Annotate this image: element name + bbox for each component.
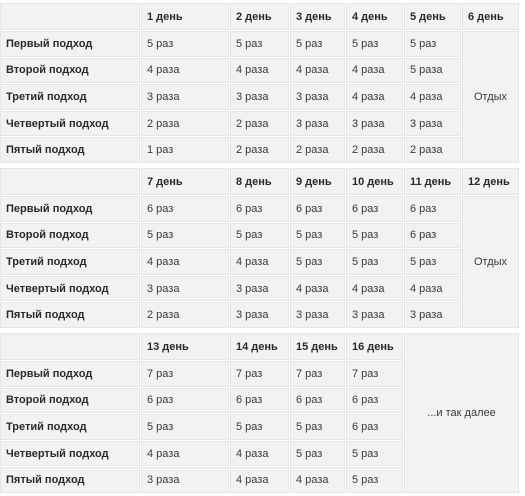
rep-count <box>230 196 289 222</box>
rep-count <box>404 196 461 222</box>
rep-count-text: 1 раз <box>147 144 174 157</box>
rep-count-text: 4 раза <box>147 447 180 460</box>
set-label <box>0 137 140 163</box>
day-header <box>230 168 289 195</box>
rep-count <box>290 361 345 387</box>
rep-count <box>404 249 461 275</box>
rep-count-text: 4 раза <box>352 282 385 295</box>
rep-count <box>290 276 345 302</box>
rep-count <box>230 58 289 84</box>
rep-count-text: 6 раз <box>236 394 263 407</box>
rep-count-text: 3 раза <box>147 282 180 295</box>
set-label-text: Третий подход <box>6 420 87 433</box>
rep-count-text: 6 раз <box>296 394 323 407</box>
set-label <box>0 361 140 387</box>
rep-count <box>404 223 461 249</box>
day-header <box>404 3 461 30</box>
rep-count <box>141 441 229 467</box>
rep-count-text: 5 раз <box>352 229 379 242</box>
rest-cell-text: Отдых <box>473 91 508 103</box>
day-header-text: 15 день <box>296 340 338 353</box>
rest-cell-text: Отдых <box>473 256 508 268</box>
set-label-text: Второй подход <box>6 229 89 242</box>
rep-count <box>141 58 229 84</box>
rep-count-text: 2 раза <box>410 144 443 157</box>
rep-count <box>290 84 345 110</box>
rep-count-text: 3 раза <box>410 309 443 322</box>
rep-count-text: 7 раз <box>352 367 379 380</box>
rep-count-text: 3 раза <box>410 117 443 130</box>
rep-count-text: 4 раза <box>352 90 385 103</box>
rep-count-text: 6 раз <box>410 202 437 215</box>
rep-count-text: 5 раз <box>147 420 174 433</box>
day-header <box>346 333 403 360</box>
rest-day-header-text: 12 день <box>468 175 510 188</box>
rep-count <box>230 361 289 387</box>
rep-count-text: 6 раз <box>147 202 174 215</box>
table-corner <box>0 333 140 360</box>
continuation-note-text: ...и так далее <box>427 407 496 419</box>
day-header-text: 13 день <box>147 340 189 353</box>
rep-count <box>230 302 289 328</box>
table-corner <box>0 3 140 30</box>
day-header <box>230 333 289 360</box>
rep-count <box>230 84 289 110</box>
rep-count <box>141 84 229 110</box>
rep-count <box>346 276 403 302</box>
rep-count <box>404 137 461 163</box>
rep-count <box>141 137 229 163</box>
rep-count-text: 5 раз <box>236 229 263 242</box>
day-header-text: 10 день <box>352 175 394 188</box>
rep-count <box>141 196 229 222</box>
rep-count-text: 2 раза <box>147 117 180 130</box>
set-label-text: Третий подход <box>6 255 87 268</box>
rep-count <box>404 58 461 84</box>
day-header-text: 4 день <box>352 10 388 23</box>
rest-day-header <box>462 168 519 195</box>
rep-count <box>230 111 289 137</box>
rep-count <box>290 302 345 328</box>
day-header <box>141 168 229 195</box>
rep-count-text: 4 раза <box>410 90 443 103</box>
rep-count <box>346 441 403 467</box>
rep-count-text: 6 раз <box>147 394 174 407</box>
rep-count <box>290 137 345 163</box>
day-header-text: 11 день <box>410 175 452 188</box>
rep-count-text: 4 раза <box>147 255 180 268</box>
rep-count <box>346 58 403 84</box>
rep-count <box>141 111 229 137</box>
rest-cell <box>462 196 519 328</box>
set-label <box>0 388 140 414</box>
rep-count <box>404 276 461 302</box>
rep-count-text: 4 раза <box>236 447 269 460</box>
rep-count <box>230 441 289 467</box>
set-label <box>0 414 140 440</box>
rep-count <box>346 388 403 414</box>
set-label-text: Первый подход <box>6 202 93 215</box>
rep-count-text: 3 раза <box>352 117 385 130</box>
rep-count <box>404 111 461 137</box>
rep-count <box>290 223 345 249</box>
set-label <box>0 196 140 222</box>
set-label <box>0 441 140 467</box>
rep-count <box>230 467 289 493</box>
set-label <box>0 223 140 249</box>
day-header <box>141 3 229 30</box>
rep-count-text: 2 раза <box>147 309 180 322</box>
rep-count-text: 5 раз <box>296 229 323 242</box>
rep-count-text: 5 раз <box>352 447 379 460</box>
day-header-text: 7 день <box>147 175 183 188</box>
rep-count <box>230 137 289 163</box>
day-header-text: 14 день <box>236 340 278 353</box>
rep-count <box>290 249 345 275</box>
rep-count-text: 6 раз <box>296 202 323 215</box>
rep-count-text: 5 раз <box>296 37 323 50</box>
rep-count-text: 5 раз <box>352 255 379 268</box>
rep-count-text: 7 раз <box>147 367 174 380</box>
rep-count-text: 3 раза <box>296 90 329 103</box>
rep-count <box>230 223 289 249</box>
set-label <box>0 58 140 84</box>
set-label <box>0 276 140 302</box>
rep-count <box>290 467 345 493</box>
rep-count-text: 2 раза <box>352 144 385 157</box>
rep-count-text: 5 раз <box>296 447 323 460</box>
continuation-note <box>404 333 519 493</box>
set-label-text: Четвертый подход <box>6 447 109 460</box>
rep-count <box>290 58 345 84</box>
rep-count-text: 4 раза <box>410 282 443 295</box>
rep-count-text: 2 раза <box>236 144 269 157</box>
set-label-text: Второй подход <box>6 394 89 407</box>
day-header-text: 3 день <box>296 10 332 23</box>
set-label-text: Второй подход <box>6 64 89 77</box>
rep-count-text: 5 раз <box>410 37 437 50</box>
rep-count <box>346 361 403 387</box>
rep-count-text: 6 раз <box>352 202 379 215</box>
rep-count <box>230 31 289 57</box>
rep-count <box>141 414 229 440</box>
rep-count-text: 5 раз <box>410 255 437 268</box>
rep-count-text: 4 раза <box>236 255 269 268</box>
set-label <box>0 302 140 328</box>
set-label-text: Четвертый подход <box>6 282 109 295</box>
rep-count <box>404 84 461 110</box>
day-header <box>346 3 403 30</box>
rep-count-text: 4 раза <box>296 64 329 77</box>
rep-count <box>346 111 403 137</box>
rep-count-text: 3 раза <box>352 309 385 322</box>
day-header <box>230 3 289 30</box>
rep-count-text: 4 раза <box>296 474 329 487</box>
rep-count-text: 4 раза <box>147 64 180 77</box>
rep-count <box>230 249 289 275</box>
rep-count-text: 3 раза <box>236 309 269 322</box>
rep-count <box>141 361 229 387</box>
rep-count <box>141 388 229 414</box>
rep-count-text: 5 раз <box>296 255 323 268</box>
rep-count <box>141 31 229 57</box>
rep-count-text: 5 раз <box>352 474 379 487</box>
rep-count <box>290 31 345 57</box>
day-header-text: 1 день <box>147 10 183 23</box>
rep-count-text: 2 раза <box>296 144 329 157</box>
rep-count <box>141 302 229 328</box>
rep-count-text: 4 раза <box>236 474 269 487</box>
rep-count <box>141 249 229 275</box>
rep-count-text: 5 раз <box>296 420 323 433</box>
rep-count-text: 5 раза <box>410 64 443 77</box>
rep-count-text: 3 раза <box>236 90 269 103</box>
rep-count <box>404 302 461 328</box>
rep-count-text: 2 раза <box>236 117 269 130</box>
rep-count <box>346 414 403 440</box>
set-label <box>0 31 140 57</box>
set-label <box>0 111 140 137</box>
set-label-text: Пятый подход <box>6 309 85 322</box>
day-header <box>290 168 345 195</box>
rep-count <box>346 196 403 222</box>
set-label-text: Пятый подход <box>6 474 85 487</box>
rep-count-text: 3 раза <box>296 309 329 322</box>
rep-count <box>346 31 403 57</box>
rep-count <box>141 223 229 249</box>
rep-count-text: 6 раз <box>352 394 379 407</box>
rep-count <box>230 276 289 302</box>
set-label-text: Четвертый подход <box>6 117 109 130</box>
rep-count <box>346 84 403 110</box>
rep-count <box>290 196 345 222</box>
rep-count-text: 5 раз <box>147 229 174 242</box>
rep-count-text: 4 раза <box>352 64 385 77</box>
rep-count-text: 5 раз <box>147 37 174 50</box>
rep-count-text: 3 раза <box>147 90 180 103</box>
set-label-text: Первый подход <box>6 367 93 380</box>
rep-count-text: 5 раз <box>236 37 263 50</box>
day-header <box>346 168 403 195</box>
rep-count-text: 5 раз <box>236 420 263 433</box>
set-label <box>0 249 140 275</box>
day-header <box>141 333 229 360</box>
set-label <box>0 84 140 110</box>
table-corner <box>0 168 140 195</box>
day-header <box>290 333 345 360</box>
rep-count-text: 6 раз <box>236 202 263 215</box>
rest-cell <box>462 31 519 163</box>
rep-count-text: 6 раз <box>410 229 437 242</box>
rep-count <box>290 388 345 414</box>
rep-count <box>290 414 345 440</box>
set-label-text: Пятый подход <box>6 144 85 157</box>
rep-count <box>404 31 461 57</box>
rest-day-header <box>462 3 519 30</box>
rep-count <box>230 388 289 414</box>
set-label <box>0 467 140 493</box>
rep-count <box>346 302 403 328</box>
rep-count <box>346 223 403 249</box>
rep-count-text: 5 раз <box>352 37 379 50</box>
rep-count <box>230 414 289 440</box>
set-label-text: Первый подход <box>6 37 93 50</box>
day-header-text: 8 день <box>236 175 272 188</box>
rep-count-text: 4 раза <box>236 64 269 77</box>
rep-count-text: 3 раза <box>236 282 269 295</box>
rest-day-header-text: 6 день <box>468 10 504 23</box>
rep-count <box>141 276 229 302</box>
rep-count <box>346 137 403 163</box>
day-header-text: 5 день <box>410 10 446 23</box>
rep-count <box>290 111 345 137</box>
day-header-text: 9 день <box>296 175 332 188</box>
rep-count-text: 7 раз <box>236 367 263 380</box>
rep-count-text: 7 раз <box>296 367 323 380</box>
rep-count-text: 4 раза <box>296 282 329 295</box>
rep-count <box>290 441 345 467</box>
day-header-text: 2 день <box>236 10 272 23</box>
rep-count <box>346 249 403 275</box>
day-header <box>290 3 345 30</box>
set-label-text: Третий подход <box>6 90 87 103</box>
rep-count-text: 3 раза <box>147 474 180 487</box>
day-header-text: 16 день <box>352 340 394 353</box>
rep-count-text: 6 раз <box>352 420 379 433</box>
rep-count <box>346 467 403 493</box>
rep-count-text: 3 раза <box>296 117 329 130</box>
day-header <box>404 168 461 195</box>
rep-count <box>141 467 229 493</box>
